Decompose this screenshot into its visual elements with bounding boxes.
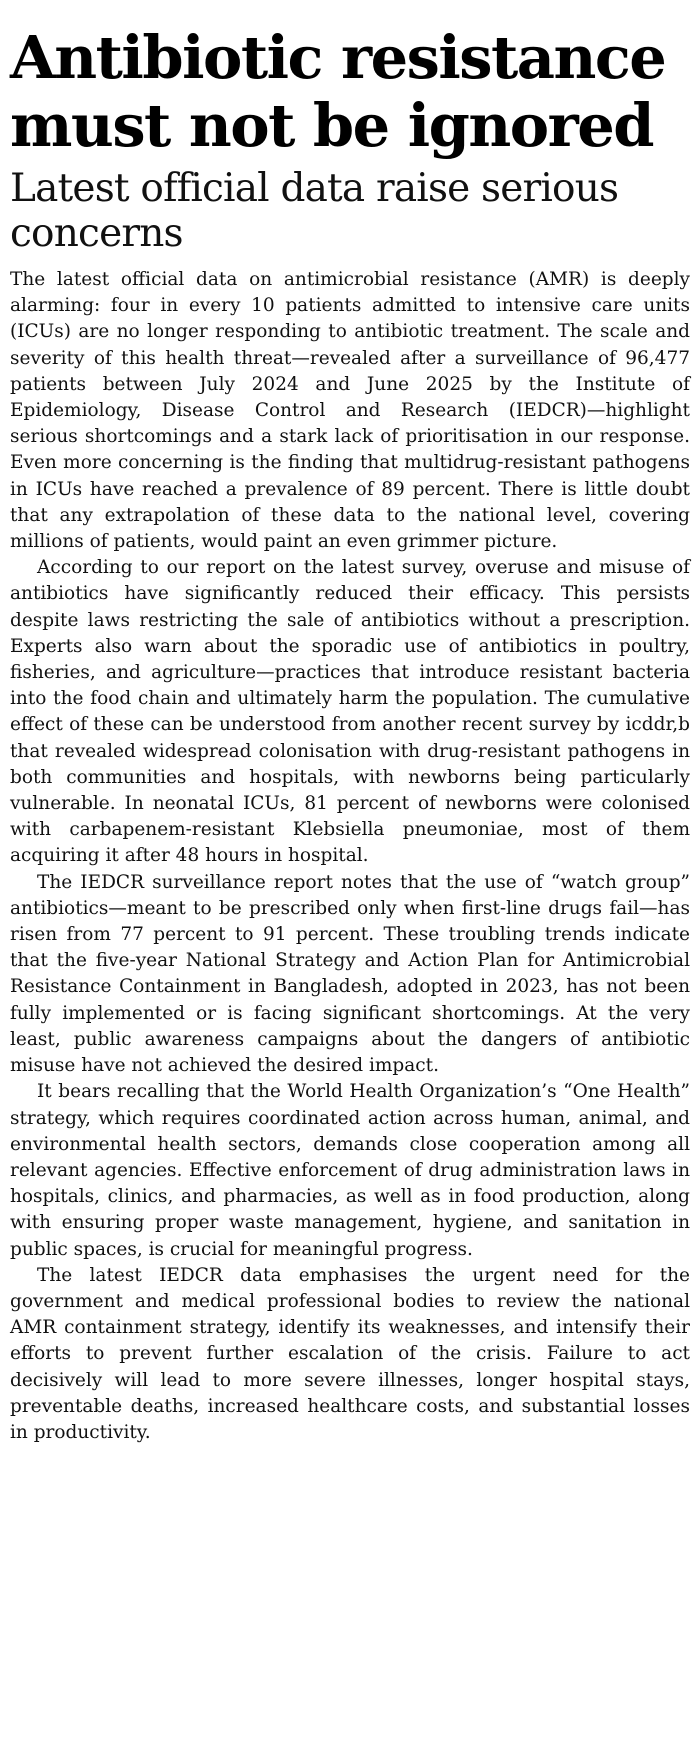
- body-paragraph-3: The IEDCR surveillance report notes that the use of “watch group” antibiotics—meant to be prescribed only when first-line drugs fail—has risen from 77 percent to 91 percent. These troubling trends indicate that the five-year National Strategy and Action Plan for Antimicrobial Resistance Containment in Bangladesh, adopted in 2023, has not been fully implemented or is facing significant shortcomings. At the very least, public awareness campaigns about the dangers of antibiotic misuse have not achieved the desired impact.: [10, 871, 690, 1077]
- headline: Antibiotic resistance must not be ignored: [10, 23, 666, 160]
- body-paragraph-5: The latest IEDCR data emphasises the urgent need for the government and medical professional bodies to review the national AMR containment strategy, identify its weaknesses, and intensify their efforts to prevent further escalation of the crisis. Failure to act decisively will lead to more severe illnesses, longer hospital stays, preventable deaths, increased healthcare costs, and substantial losses in productivity.: [10, 1264, 690, 1443]
- body-paragraph-1: The latest official data on antimicrobial resistance (AMR) is deeply alarming: four in every 10 patients admitted to intensive care units (ICUs) are no longer responding to antibiotic treatment. The scale and severity of this health threat—revealed after a surveillance of 96,477 patients between July 2024 and June 2025 by the Institute of Epidemiology, Disease Control and Research (IEDCR)—highlight serious shortcomings and a stark lack of prioritisation in our response. Even more concerning is the finding that multidrug-resistant pathogens in ICUs have reached a prevalence of 89 percent. There is little doubt that any extrapolation of these data to the national level, covering millions of patients, would paint an even grimmer picture.: [10, 269, 690, 553]
- body-paragraph-4: It bears recalling that the World Health Organization’s “One Health” strategy, which requires coordinated action across human, animal, and environmental health sectors, demands close cooperation among all relevant agencies. Effective enforcement of drug administration laws in hospitals, clinics, and pharmacies, as well as in food production, along with ensuring proper waste management, hygiene, and sanitation in public spaces, is crucial for meaningful progress.: [10, 1081, 690, 1260]
- article-body: [10, 267, 690, 1446]
- body-paragraph-2: According to our report on the latest survey, overuse and misuse of antibiotics have significantly reduced their efficacy. This persists despite laws restricting the sale of antibiotics without a prescription. Experts also warn about the sporadic use of antibiotics in poultry, fisheries, and agriculture—practices that introduce resistant bacteria into the food chain and ultimately harm the population. The cumulative effect of these can be understood from another recent survey by icddr,b that revealed widespread colonisation with drug-resistant pathogens in both communities and hospitals, with newborns being particularly vulnerable. In neonatal ICUs, 81 percent of newborns were colonised with carbapenem-resistant Klebsiella pneumoniae, most of them acquiring it after 48 hours in hospital.: [10, 557, 690, 867]
- subheadline: Latest official data raise serious concerns: [10, 166, 619, 256]
